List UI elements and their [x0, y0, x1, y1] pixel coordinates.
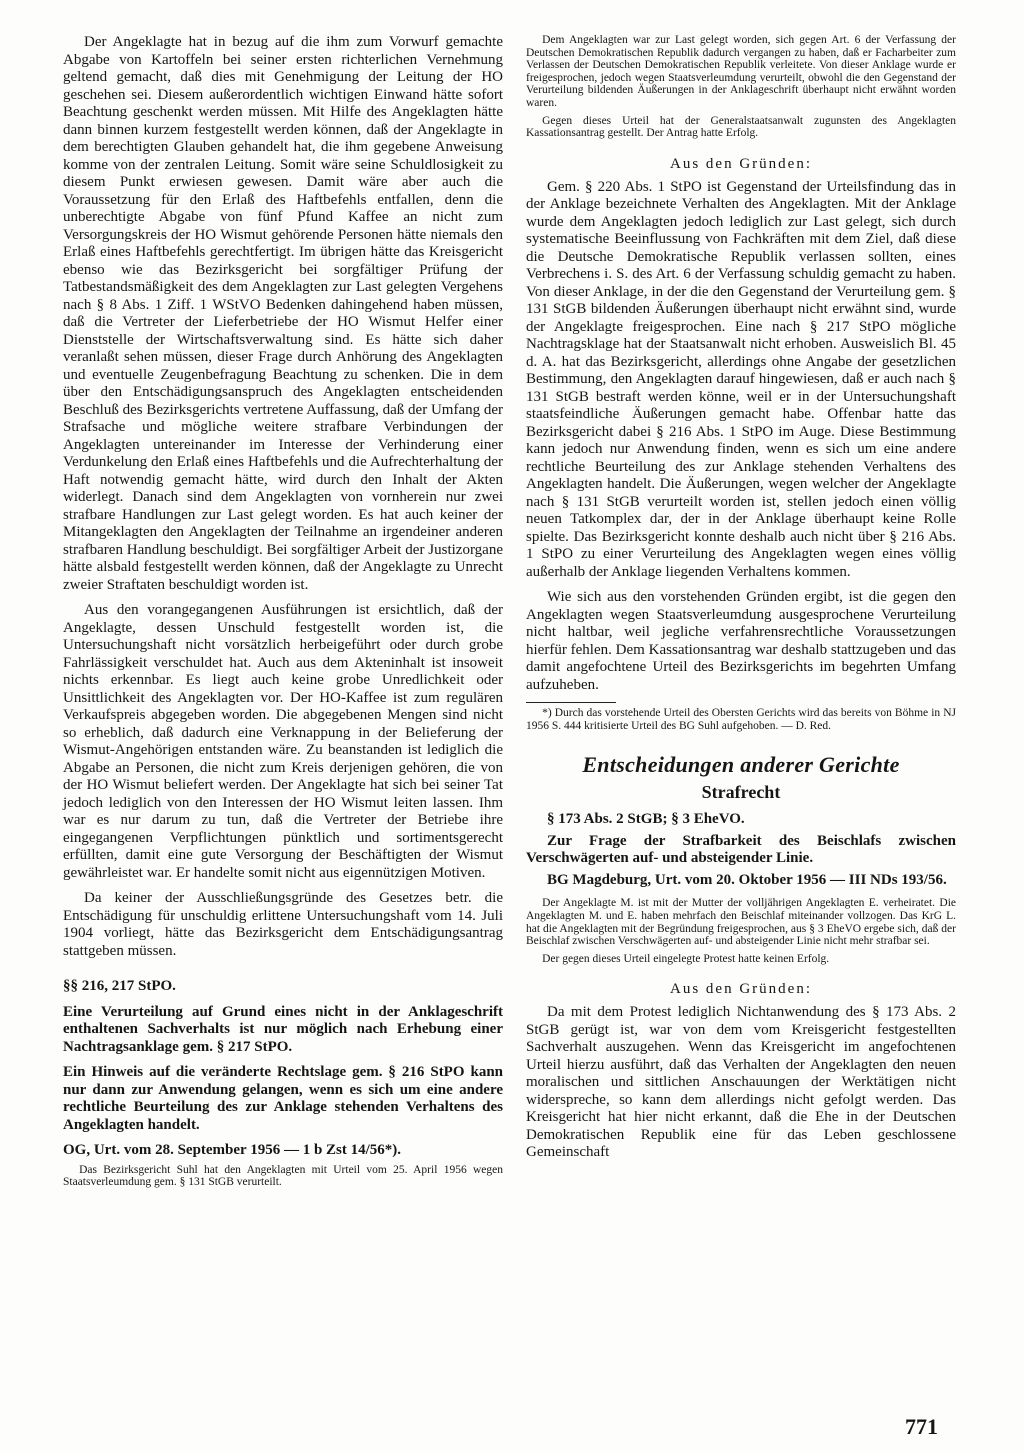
body-paragraph: Da keiner der Ausschließungsgründe des Gesetzes betr. die Entschädigung für unschuldig erlittene Untersuchungshaft vom 14. Juli 1904 vorliegt, hätte das Bezirksgericht dem Entschädigungsantrag stattgeben müssen.	[63, 890, 503, 959]
case-summary: Gegen dieses Urteil hat der Generalstaatsanwalt zugunsten des Angeklagten Kassationsantrag gestellt. Der Antrag hatte Erfolg.	[526, 114, 956, 140]
statute-heading: §§ 216, 217 StPO.	[63, 978, 176, 994]
body-paragraph: Gem. § 220 Abs. 1 StPO ist Gegenstand der Urteilsfindung das in der Anklage bezeichnete Verhalten des Angeklagten. Mit der Anklage wurde dem Angeklagten jedoch lediglich zur Last gelegt, sich durch systematische Beeinflussung von Fachkräften mit dem Ziel, daß diese die Deutsche Demokratische Republik verlassen sollten, eines Verbrechens i. S. des Art. 6 der Verfassung schuldig gemacht zu haben. Von dieser Anklage, in der die den Gegenstand der Verurteilung gem. § 131 StGB bildenden Äußerungen überhaupt nicht erwähnt sind, wurde der Angeklagte freigesprochen. Eine nach § 217 StPO mögliche Nachtragsklage hat der Staatsanwalt nicht erhoben. Ausweislich Bl. 45 d. A. hat das Bezirksgericht, allerdings ohne Angabe der gesetzlichen Bestimmung, den Angeklagten darauf hingewiesen, daß er auch nach § 131 StGB bestraft werden könne, weil er in der Untersuchungshaft staatsfeindliche Äußerungen gemacht habe. Offenbar hatte das Bezirksgericht dabei § 216 Abs. 1 StPO im Auge. Diese Bestimmung kann jedoch nur Anwendung finden, wenn es sich um eine andere rechtliche Beurteilung des zur Anklage stehenden Verhaltens des Angeklagten handelt. Die Äußerungen, wegen welcher der Angeklagte nach § 131 StGB verurteilt worden ist, stellen jedoch einen völlig neuen Tatkomplex dar, der in der Anklage überhaupt keine Rolle spielte. Das Bezirksgericht konnte deshalb auch nicht über § 216 Abs. 1 StPO zu einer Verurteilung des Angeklagten wegen eines völlig außerhalb der Anklage liegenden Verhaltens kommen.	[526, 178, 956, 580]
footnote-rule	[526, 702, 616, 703]
right-column	[526, 34, 956, 1162]
section-title: Entscheidungen anderer Gerichte	[582, 752, 900, 778]
case-summary: Der Angeklagte M. ist mit der Mutter der volljährigen Angeklagten E. verheiratet. Die Angeklagten M. und E. haben mehrfach den Beischlaf miteinander vollzogen. Das KrG L. hat die Angeklagten mit der Begründung freigesprochen, aus § 3 EheVO ergebe sich, daß der Beischlaf zwischen Verschwägerten auf- und absteigender Linie nicht mehr strafbar sei.	[526, 897, 956, 948]
headnote: Ein Hinweis auf die veränderte Rechtslage gem. § 216 StPO kann nur dann zur Anwendung gelangen, wenn es sich um eine andere rechtliche Beurteilung des zur Anklage stehenden Verhaltens des Angeklagten handelt.	[63, 1064, 503, 1133]
footnote: *) Durch das vorstehende Urteil des Obersten Gerichts wird das bereits von Böhme in NJ 1956 S. 444 kritisierte Urteil des BG Suhl aufgehoben. — D. Red.	[526, 707, 956, 732]
reasons-heading: Aus den Gründen:	[670, 155, 812, 172]
body-paragraph: Wie sich aus den vorstehenden Gründen ergibt, ist die gegen den Angeklagten wegen Staatsverleumdung ausgesprochene Verurteilung nicht haltbar, weil jegliche verfahrensrechtliche Voraussetzungen hierfür fehlen. Dem Kassationsantrag war deshalb stattzugeben und das damit angefochtene Urteil des Bezirksgerichts im begehrten Umfang aufzuheben.	[526, 589, 956, 693]
case-summary: Der gegen dieses Urteil eingelegte Protest hatte keinen Erfolg.	[542, 952, 830, 965]
headnote: Zur Frage der Strafbarkeit des Beischlafs zwischen Verschwägerten auf- und absteigender Linie.	[526, 832, 956, 867]
page-number: 771	[905, 1414, 938, 1439]
body-paragraph: Da mit dem Protest lediglich Nichtanwendung des § 173 Abs. 2 StGB gerügt ist, war von dem vom Kreisgericht festgestellten Sachverhalt auszugehen. Wenn das Kreisgericht im angefochtenen Urteil hierzu ausführt, daß das Verhalten der Angeklagten den neuen moralischen und sittlichen Anschauungen der Werktätigen nicht widerspreche, so kann dem allerdings nicht gefolgt werden. Das Kreisgericht hat hier nicht erkannt, daß die Ehe in der Deutschen Demokratischen Republik eine für das Leben geschlossene Gemeinschaft	[526, 1004, 956, 1161]
case-summary: Dem Angeklagten war zur Last gelegt worden, sich gegen Art. 6 der Verfassung der Deutschen Demokratischen Republik dadurch vergangen zu haben, daß er Facharbeiter zum Verlassen der Deutschen Demokratischen Republik verleitete. Von dieser Anklage wurde er freigesprochen, jedoch wegen Staatsverleumdung verurteilt, obwohl die den Gegenstand der Verurteilung bildenden Äußerungen in der Anklageschrift überhaupt nicht erwähnt worden waren.	[526, 34, 956, 109]
left-column	[63, 34, 503, 1189]
section-subtitle: Strafrecht	[701, 782, 781, 803]
citation: BG Magdeburg, Urt. vom 20. Oktober 1956 — III NDs 193/56.	[547, 871, 947, 888]
body-paragraph: Aus den vorangegangenen Ausführungen ist ersichtlich, daß der Angeklagte, dessen Unschuld festgestellt worden ist, die Untersuchungshaft nicht vorsätzlich herbeigeführt oder durch grobe Fahrlässigkeit verschuldet hat. Auch aus dem Akteninhalt ist insoweit nichts erkennbar. Es liegt auch keine grobe Unredlichkeit oder Unsittlichkeit des Angeklagten vor. Der HO-Kaffee ist zum regulären Verkaufspreis abgegeben worden. Die abgegebenen Mengen sind nicht so erheblich, daß dadurch eine Verknappung in der Belieferung der Wismut-Angehörigen entstanden wäre. Zu beanstanden ist lediglich die Abgabe an Personen, die nicht zum Kreis derjenigen gehören, die von der HO Wismut beliefert werden. Der Angeklagte hat sich bei seiner Tat jedoch lediglich von den Interessen der HO Wismut leiten lassen. Ihm war es nur darum zu tun, daß die Vertreter der Betriebe ihre eingegangenen Verpflichtungen pünktlich und sortimentsgerecht erfüllten, damit eine gute Versorgung der Beschäftigten der Wismut gewährleistet war. Er handelte somit nicht aus eigennützigen Motiven.	[63, 602, 503, 881]
statute-heading: § 173 Abs. 2 StGB; § 3 EheVO.	[547, 811, 745, 828]
citation: OG, Urt. vom 28. September 1956 — 1 b Zst 14/56*).	[63, 1142, 402, 1158]
headnote: Eine Verurteilung auf Grund eines nicht in der Anklageschrift enthaltenen Sachverhalts ist nur möglich nach Erhebung einer Nachtragsanklage gem. § 217 StPO.	[63, 1003, 503, 1055]
reasons-heading: Aus den Gründen:	[670, 981, 812, 998]
case-summary: Das Bezirksgericht Suhl hat den Angeklagten mit Urteil vom 25. April 1956 wegen Staatsverleumdung gem. § 131 StGB verurteilt.	[63, 1163, 503, 1189]
body-paragraph: Der Angeklagte hat in bezug auf die ihm zum Vorwurf gemachte Abgabe von Kartoffeln bei seiner ersten richterlichen Vernehmung geltend gemacht, daß dies mit Genehmigung der Leitung der HO geschehen sei. Diesem außerordentlich wichtigen Einwand hätte sofort Beachtung geschenkt werden müssen. Mit Hilfe des Angeklagten hätte dann binnen kurzem festgestellt werden können, daß der Angeklagte in dem berechtigten Glauben gehandelt hat, die ihm gegebene Anweisung komme von der zentralen Leitung. Somit wäre seine Schuldlosigkeit zu diesem Punkt erwiesen gewesen. Damit wäre aber auch die Voraussetzung für den Erlaß des Haftbefehls entfallen, denn die unberechtigte Abgabe von fünf Pfund Kaffee an nicht zum Versorgungskreis der HO Wismut gehörende Personen hätte niemals den Erlaß eines Haftbefehls gerechtfertigt. Im übrigen hätte das Kreisgericht ebenso wie das Bezirksgericht bei sorgfältiger Prüfung der Tatbestandsmäßigkeit des dem Angeklagten zur Last gelegten Vergehens nach § 8 Abs. 1 Ziff. 1 WStVO Bedenken dahingehend haben müssen, daß die Vertreter der Lieferbetriebe der HO Wismut Helfer einer Dienststelle der Wirtschaftsverwaltung sind. Es hätte sich daher veranlaßt sehen müssen, dieser Frage durch Anhörung des Angeklagten und eventuelle Zeugenbefragung Beachtung zu schenken. Die in dem über den Entschädigungsanspruch des Angeklagten entscheidenden Beschluß des Bezirksgerichts vertretene Auffassung, daß der Umfang der Strafsache und mögliche weitere strafbare Verbindungen der Angeklagten untereinander im Interesse der Verhinderung einer Verdunkelung den Erlaß eines Haftbefehls und die Aufrechterhaltung der Haft notwendig gemacht hätte, wird durch den Inhalt der Akten widerlegt. Danach sind dem Angeklagten von vornherein nur zwei strafbare Handlungen zur Last gelegt worden. Es hat auch keiner der Mitangeklagten den Angeklagten der Teilnahme an irgendeiner anderen strafbaren Handlung beschuldigt. Bei sorgfältiger Arbeit der Justizorgane hätte alsbald festgestellt werden können, daß der Angeklagte zu Unrecht zweier Straftaten beschuldigt worden ist.	[63, 34, 504, 593]
